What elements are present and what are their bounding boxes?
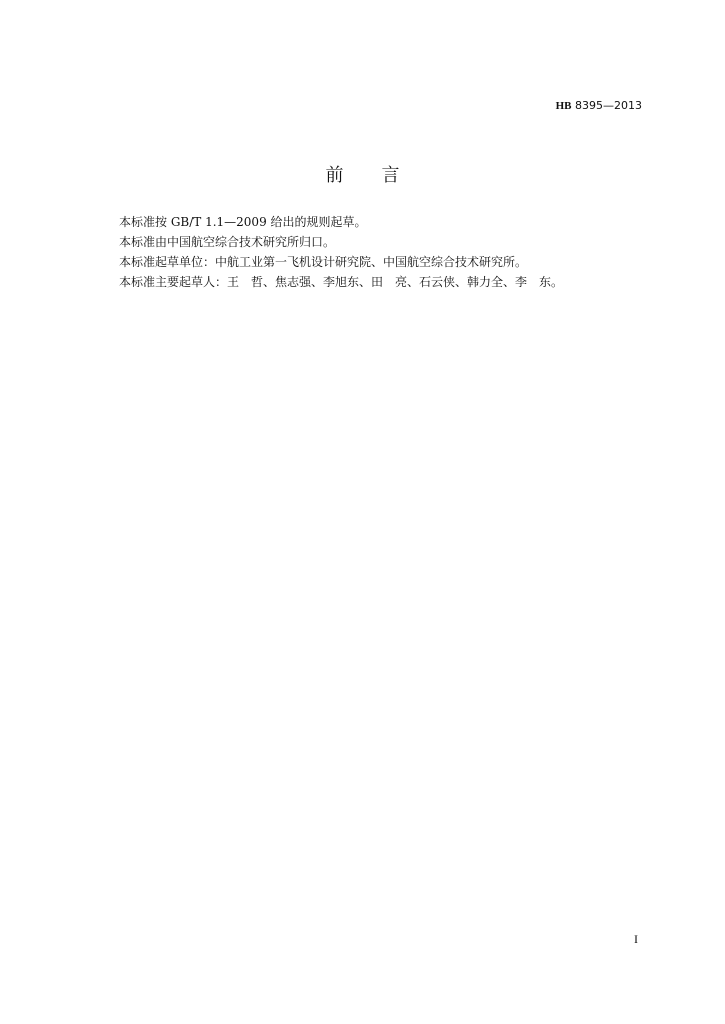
standard-code bbox=[556, 99, 642, 112]
foreword-body bbox=[119, 212, 619, 292]
page-title: 前言 bbox=[325, 165, 438, 186]
paragraph-responsible-unit: 本标准由中国航空综合技术研究所归口。 bbox=[119, 235, 336, 249]
paragraph-drafting-rule: 本标准按 GB/T 1.1—2009 给出的规则起草。 bbox=[119, 215, 367, 229]
standard-number: 8395—2013 bbox=[575, 99, 642, 112]
standard-prefix: HB bbox=[555, 100, 572, 112]
page-number: I bbox=[634, 932, 638, 946]
paragraph-drafters: 本标准主要起草人：王 哲、焦志强、李旭东、田 亮、石云侠、韩力全、李 东。 bbox=[119, 275, 564, 289]
paragraph-drafting-units: 本标准起草单位：中航工业第一飞机设计研究院、中国航空综合技术研究所。 bbox=[119, 255, 528, 269]
